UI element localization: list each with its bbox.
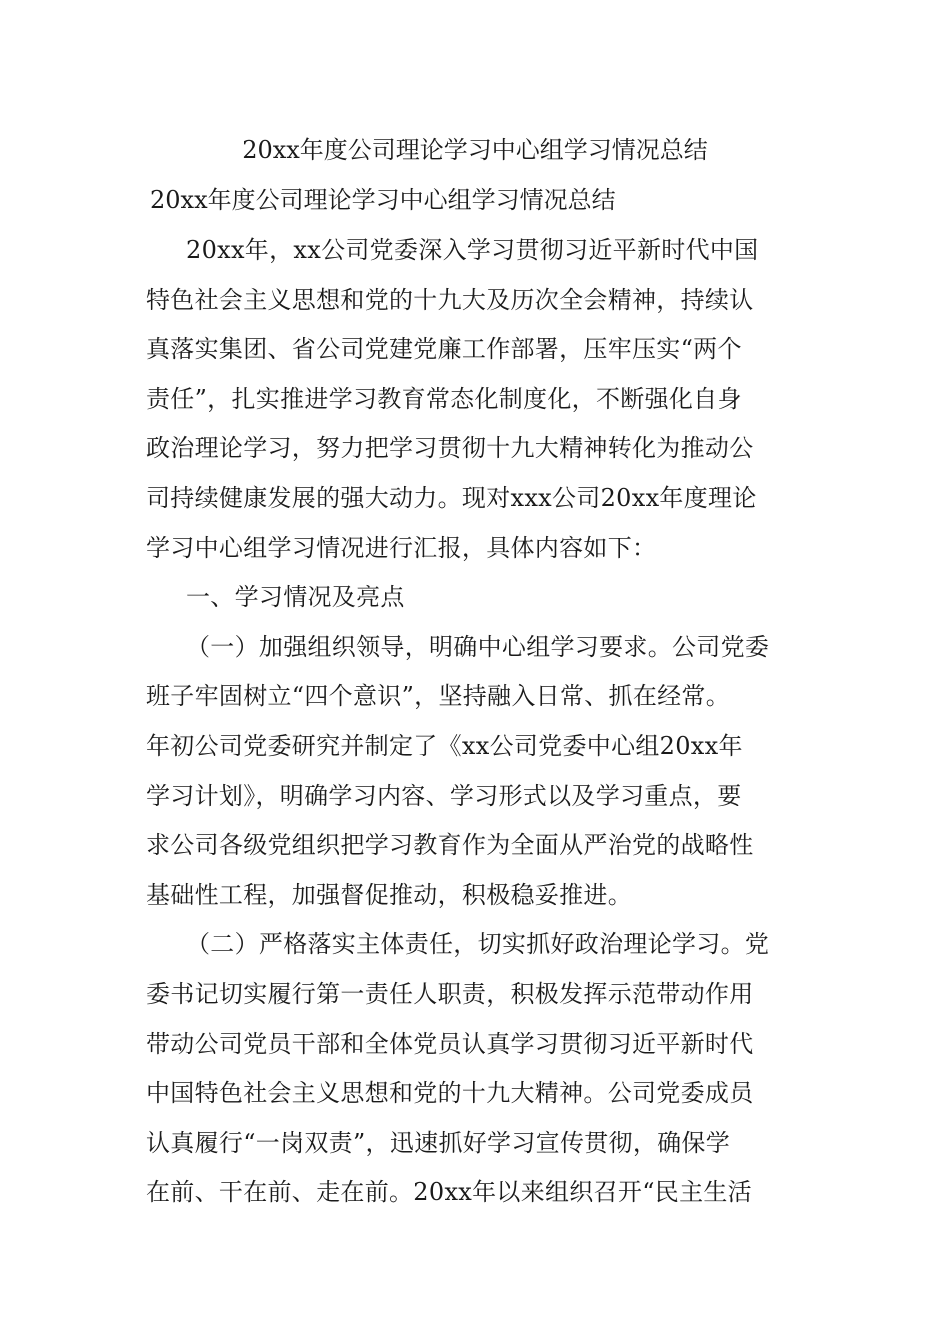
- paragraph-line: 特色社会主义思想和党的十九大及历次全会精神，持续认: [146, 285, 754, 314]
- paragraph-line: （一）加强组织领导，明确中心组学习要求。公司党委: [186, 632, 770, 661]
- paragraph-line: 认真履行“一岗双责”，迅速抓好学习宣传贯彻，确保学: [146, 1128, 731, 1157]
- paragraph-line: 在前、干在前、走在前。20xx年以来组织召开“民主生活: [146, 1178, 752, 1207]
- paragraph-line: 中国特色社会主义思想和党的十九大精神。公司党委成员: [146, 1079, 754, 1108]
- document-subtitle: 20xx年度公司理论学习中心组学习情况总结: [150, 186, 616, 214]
- paragraph-line: 政治理论学习，努力把学习贯彻十九大精神转化为推动公: [146, 434, 754, 463]
- paragraph-line: 学习计划》，明确学习内容、学习形式以及学习重点，要: [146, 781, 742, 810]
- paragraph-line: 真落实集团、省公司党建党廉工作部署，压牢压实“两个: [146, 335, 742, 364]
- paragraph-line: 基础性工程，加强督促推动，积极稳妥推进。: [146, 880, 632, 909]
- paragraph-line: 委书记切实履行第一责任人职责，积极发挥示范带动作用: [146, 979, 754, 1008]
- document-title: 20xx年度公司理论学习中心组学习情况总结: [242, 136, 708, 164]
- paragraph-line: 求公司各级党组织把学习教育作为全面从严治党的战略性: [146, 831, 754, 860]
- document-body: [146, 226, 810, 1218]
- paragraph-line: 责任”，扎实推进学习教育常态化制度化，不断强化自身: [146, 384, 742, 413]
- paragraph-line: 年初公司党委研究并制定了《xx公司党委中心组20xx年: [146, 731, 743, 760]
- paragraph-line: （二）严格落实主体责任，切实抓好政治理论学习。党: [186, 930, 770, 959]
- paragraph-line: 带动公司党员干部和全体党员认真学习贯彻习近平新时代: [146, 1029, 754, 1058]
- paragraph-line: 学习中心组学习情况进行汇报，具体内容如下：: [146, 533, 657, 562]
- paragraph-line: 20xx年，xx公司党委深入学习贯彻习近平新时代中国: [186, 236, 759, 264]
- paragraph-line: 班子牢固树立“四个意识”，坚持融入日常、抓在经常。: [146, 682, 731, 711]
- paragraph-line: 司持续健康发展的强大动力。现对xxx公司20xx年度理论: [146, 483, 757, 512]
- section-heading: 一、学习情况及亮点: [186, 583, 405, 612]
